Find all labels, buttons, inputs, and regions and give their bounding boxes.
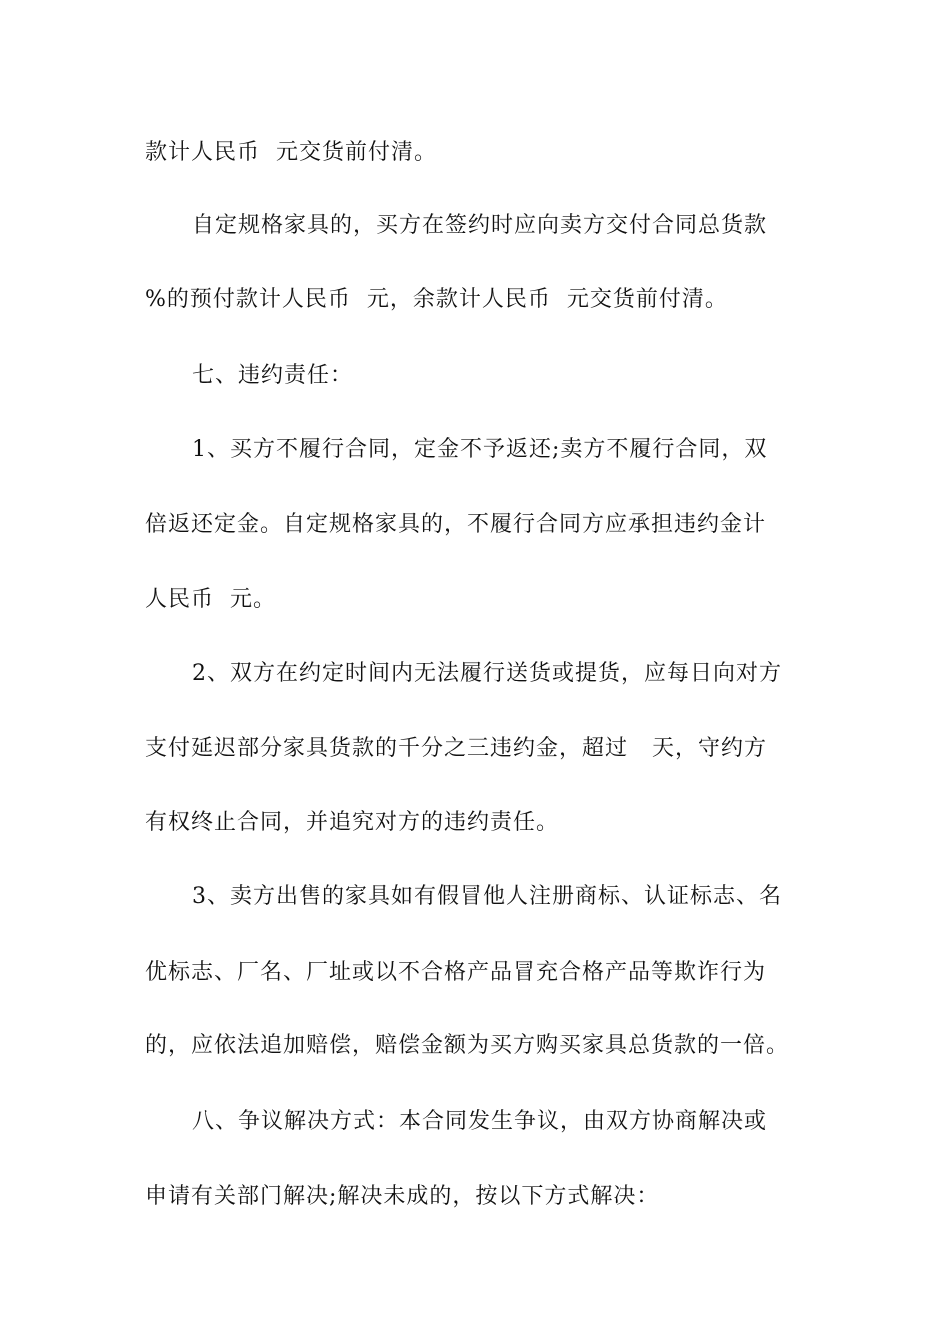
text-line: 优标志、厂名、厂址或以不合格产品冒充合格产品等欺诈行为 [145, 960, 767, 985]
text-line: 人民币 元。 [145, 587, 276, 612]
text-line: %的预付款计人民币 元，余款计人民币 元交货前付清。 [145, 287, 728, 312]
text-line: 1、买方不履行合同，定金不予返还;卖方不履行合同，双 [192, 437, 768, 462]
section-heading: 八、争议解决方式：本合同发生争议，由双方协商解决或 [192, 1109, 768, 1134]
section-heading: 七、违约责任： [192, 363, 354, 388]
text-line: 支付延迟部分家具货款的千分之三违约金，超过 天，守约方 [145, 736, 767, 761]
text-line: 3、卖方出售的家具如有假冒他人注册商标、认证标志、名 [192, 884, 782, 909]
text-line: 倍返还定金。自定规格家具的，不履行合同方应承担违约金计 [145, 512, 767, 537]
text-line: 申请有关部门解决;解决未成的，按以下方式解决： [145, 1184, 660, 1209]
text-line: 2、双方在约定时间内无法履行送货或提货，应每日向对方 [192, 661, 782, 686]
text-line: 有权终止合同，并追究对方的违约责任。 [145, 810, 560, 835]
text-line: 款计人民币 元交货前付清。 [145, 140, 437, 165]
text-line: 的，应依法追加赔偿，赔偿金额为买方购买家具总货款的一倍。 [145, 1033, 790, 1058]
text-line: 自定规格家具的，买方在签约时应向卖方交付合同总货款 [192, 213, 768, 238]
